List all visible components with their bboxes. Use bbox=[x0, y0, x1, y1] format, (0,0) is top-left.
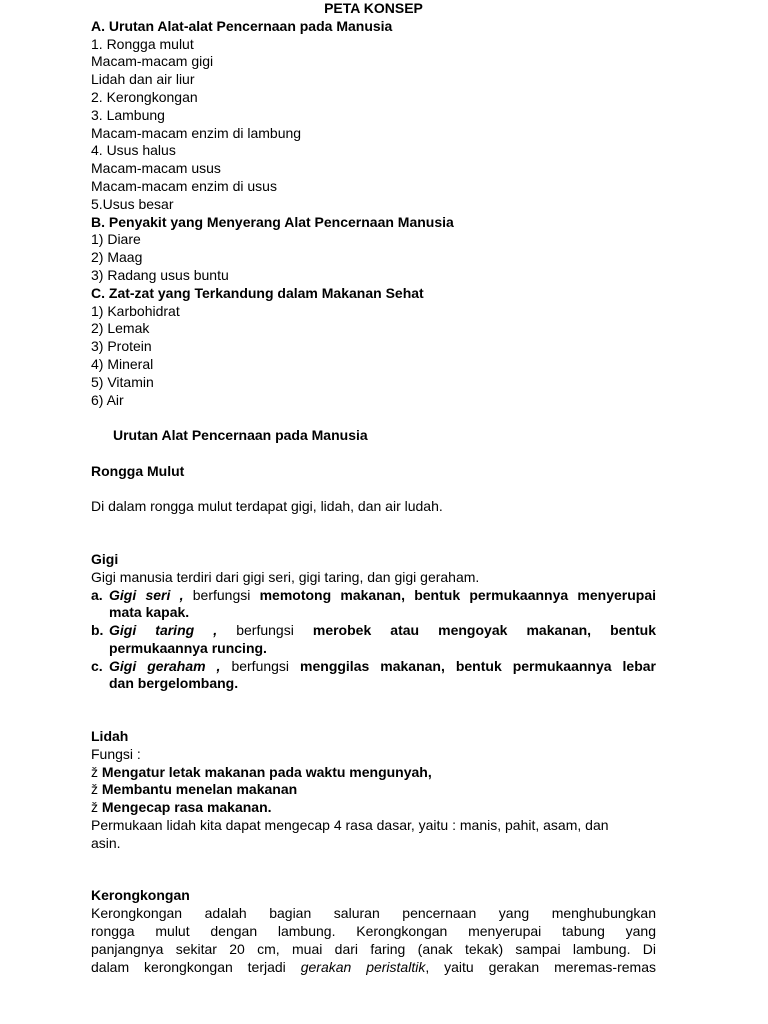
list-item: 1. Rongga mulut bbox=[91, 35, 194, 52]
list-item: 3) Protein bbox=[91, 338, 152, 355]
list-item: Macam-macam enzim di usus bbox=[91, 177, 277, 194]
list-item: 4. Usus halus bbox=[91, 142, 176, 159]
list-item: 2) Lemak bbox=[91, 320, 150, 337]
kerongkongan-paragraph-line: rongga mulut dengan lambung. Kerongkongan menyerupai tabung yang bbox=[91, 923, 656, 940]
kerongkongan-paragraph-line: dalam kerongkongan terjadi gerakan peristaltik, yaitu gerakan meremas-remas bbox=[91, 958, 656, 975]
bullet-icon: ž bbox=[91, 781, 98, 798]
list-item: 2) Maag bbox=[91, 249, 143, 266]
lidah-fungsi: Fungsi : bbox=[91, 745, 141, 762]
list-item: Macam-macam gigi bbox=[91, 53, 214, 70]
list-item: 6) Air bbox=[91, 391, 124, 408]
lidah-fungsi-item: ž Membantu menelan makanan bbox=[91, 781, 298, 798]
list-item: 1) Karbohidrat bbox=[91, 302, 180, 319]
urutan-title: Urutan Alat Pencernaan pada Manusia bbox=[113, 427, 368, 444]
bullet-icon: ž bbox=[91, 763, 98, 780]
section-a-list bbox=[91, 36, 656, 214]
lidah-fungsi-item: ž Mengecap rasa makanan. bbox=[91, 799, 272, 816]
gigi-intro: Gigi manusia terdiri dari gigi seri, gigi taring, dan gigi geraham. bbox=[91, 568, 480, 585]
list-item: 5.Usus besar bbox=[91, 195, 174, 212]
section-a-heading: A. Urutan Alat-alat Pencernaan pada Manusia bbox=[91, 17, 393, 34]
list-item: Lidah dan air liur bbox=[91, 71, 195, 88]
gigi-item-geraham: c. Gigi geraham , berfungsi menggilas makanan, bentuk permukaannya lebar dan bergelombang. bbox=[91, 657, 656, 692]
list-item: 1) Diare bbox=[91, 231, 141, 248]
gigi-heading: Gigi bbox=[91, 550, 119, 567]
section-c-heading: C. Zat-zat yang Terkandung dalam Makanan Sehat bbox=[91, 284, 424, 301]
kerongkongan-heading: Kerongkongan bbox=[91, 887, 190, 904]
list-item: Macam-macam enzim di lambung bbox=[91, 124, 302, 141]
section-b-list bbox=[91, 231, 656, 284]
section-c-list bbox=[91, 303, 656, 410]
list-item: 5) Vitamin bbox=[91, 373, 154, 390]
list-item: 3) Radang usus buntu bbox=[91, 266, 229, 283]
rongga-mulut-text: Di dalam rongga mulut terdapat gigi, lidah, dan air ludah. bbox=[91, 498, 443, 515]
list-item: Macam-macam usus bbox=[91, 160, 221, 177]
section-b-heading: B. Penyakit yang Menyerang Alat Pencernaan Manusia bbox=[91, 213, 454, 230]
gigi-item-seri: a. Gigi seri , berfungsi memotong makanan, bentuk permukaannya menyerupai mata kapak. bbox=[91, 586, 656, 621]
page-title: PETA KONSEP bbox=[324, 0, 423, 16]
rongga-mulut-heading: Rongga Mulut bbox=[91, 462, 185, 479]
lidah-fungsi-item: ž Mengatur letak makanan pada waktu mengunyah, bbox=[91, 763, 432, 780]
list-item: 2. Kerongkongan bbox=[91, 88, 198, 105]
document-page bbox=[91, 0, 656, 976]
lidah-heading: Lidah bbox=[91, 728, 129, 745]
lidah-text: Permukaan lidah kita dapat mengecap 4 rasa dasar, yaitu : manis, pahit, asam, dan bbox=[91, 817, 609, 834]
gigi-item-taring: b. Gigi taring , berfungsi merobek atau mengoyak makanan, bentuk permukaannya runcing. bbox=[91, 622, 657, 656]
list-item: 3. Lambung bbox=[91, 106, 165, 123]
kerongkongan-paragraph-line: panjangnya sekitar 20 cm, muai dari faring (anak tekak) sampai lambung. Di bbox=[91, 940, 656, 957]
kerongkongan-paragraph-line: Kerongkongan adalah bagian saluran pencernaan yang menghubungkan bbox=[91, 905, 656, 922]
lidah-text-end: asin. bbox=[91, 834, 121, 851]
bullet-icon: ž bbox=[91, 799, 98, 816]
list-item: 4) Mineral bbox=[91, 355, 154, 372]
